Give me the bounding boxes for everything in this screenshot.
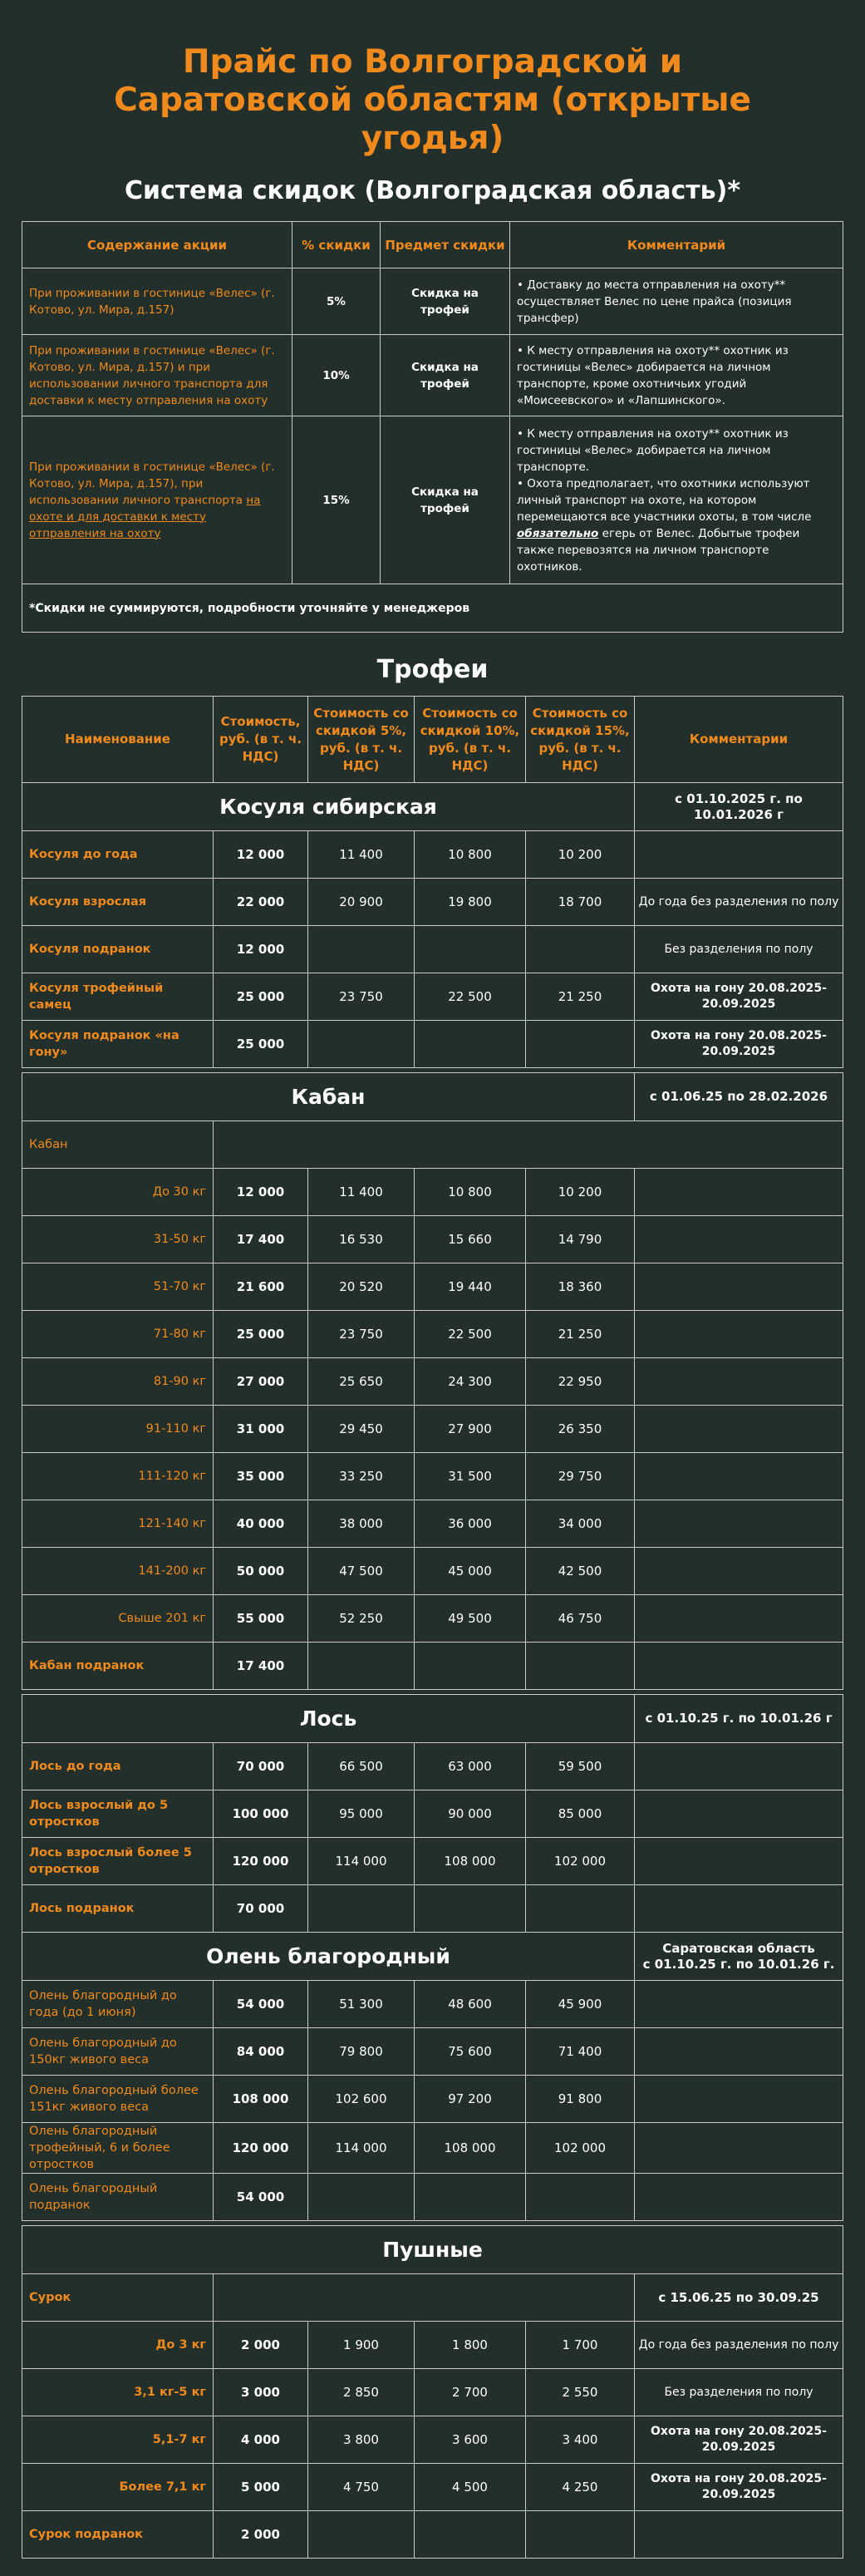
comment-cell: Охота на гону 20.08.2025-20.09.2025 [635, 2416, 843, 2464]
trophy-row [22, 1169, 843, 1216]
discount-percent: 15% [292, 416, 381, 584]
price-cell: 120 000 [214, 1838, 308, 1885]
discount-percent: 10% [292, 335, 381, 416]
price-15-cell: 91 800 [526, 2076, 635, 2123]
trophy-row [22, 1838, 843, 1885]
price-15-cell [526, 1021, 635, 1068]
comment-cell [635, 1311, 843, 1358]
price-cell: 84 000 [214, 2028, 308, 2076]
weight-class: 141-200 кг [22, 1548, 214, 1595]
price-cell: 17 400 [214, 1216, 308, 1263]
page-title: Прайс по Волгоградской и Саратовской областям (открытые угодья) [114, 43, 751, 157]
price-5-cell: 51 300 [308, 1981, 415, 2028]
price-15-cell: 71 400 [526, 2028, 635, 2076]
comment-cell [635, 1406, 843, 1453]
weight-class: 111-120 кг [22, 1453, 214, 1500]
price-5-cell: 47 500 [308, 1548, 415, 1595]
price-15-cell: 59 500 [526, 1743, 635, 1790]
price-cell: 55 000 [214, 1595, 308, 1643]
comment-cell [635, 1743, 843, 1790]
price-cell: 54 000 [214, 2174, 308, 2221]
col-header: Наименование [22, 697, 214, 783]
trophy-row [22, 1790, 843, 1838]
price-10-cell: 10 800 [415, 1169, 526, 1216]
discount-row [22, 416, 843, 584]
price-5-cell: 102 600 [308, 2076, 415, 2123]
comment-cell [635, 1885, 843, 1933]
weight-class: 31-50 кг [22, 1216, 214, 1263]
trophy-row [22, 926, 843, 973]
comment-cell [635, 2174, 843, 2221]
comment-cell [635, 1453, 843, 1500]
price-15-cell [526, 926, 635, 973]
col-header: Стоимость со скидкой 5%, руб. (в т. ч. НДС) [308, 697, 415, 783]
group-label: Сурок [22, 2274, 214, 2322]
col-header: Стоимость со скидкой 10%, руб. (в т. ч. НДС) [415, 697, 526, 783]
weight-class: 71-80 кг [22, 1311, 214, 1358]
trophy-name: Олень благородный подранок [22, 2174, 214, 2221]
price-15-cell: 2 550 [526, 2369, 635, 2416]
comment-cell: Без разделения по полу [635, 926, 843, 973]
discount-row [22, 268, 843, 335]
price-5-cell [308, 2174, 415, 2221]
empty-cell [526, 2511, 635, 2559]
discount-comment [510, 416, 843, 584]
empty-cell [308, 1643, 415, 1690]
section-title: Кабан [22, 1073, 635, 1121]
trophy-row [22, 2511, 843, 2559]
weight-class: Более 7,1 кг [22, 2464, 214, 2511]
price-5-cell [308, 1021, 415, 1068]
trophy-name: Косуля подранок [22, 926, 214, 973]
empty-cell [308, 2511, 415, 2559]
comment-cell [635, 2076, 843, 2123]
price-15-cell: 21 250 [526, 973, 635, 1021]
price-10-cell: 49 500 [415, 1595, 526, 1643]
price-5-cell: 114 000 [308, 2123, 415, 2174]
price-cell: 5 000 [214, 2464, 308, 2511]
trophy-row [22, 2123, 843, 2174]
trophy-row [22, 1216, 843, 1263]
comment-line: • К месту отправления на охоту** охотник из гостиницы «Велес» добирается на личном транспорте. [517, 426, 789, 474]
discount-comment: • К месту отправления на охоту** охотник из гостиницы «Велес» добирается на личном транспорте, кроме охотничьих угодий «Моисеевского» и «Лапшинского». [510, 335, 843, 416]
comment-cell [635, 1595, 843, 1643]
price-cell: 17 400 [214, 1643, 308, 1690]
moose-section [22, 1695, 843, 1933]
trophy-name: Косуля подранок «на гону» [22, 1021, 214, 1068]
price-10-cell: 2 700 [415, 2369, 526, 2416]
price-10-cell: 63 000 [415, 1743, 526, 1790]
price-10-cell: 45 000 [415, 1548, 526, 1595]
empty-cell [635, 1643, 843, 1690]
price-5-cell: 2 850 [308, 2369, 415, 2416]
trophy-row [22, 1311, 843, 1358]
comment-cell: Охота на гону 20.08.2025-20.09.2025 [635, 973, 843, 1021]
price-5-cell: 23 750 [308, 1311, 415, 1358]
price-cell: 25 000 [214, 1021, 308, 1068]
empty-cell [415, 1643, 526, 1690]
price-5-cell: 38 000 [308, 1500, 415, 1548]
price-10-cell [415, 1885, 526, 1933]
price-15-cell: 102 000 [526, 1838, 635, 1885]
group-row [22, 2274, 843, 2322]
comment-cell: До года без разделения по полу [635, 879, 843, 926]
price-5-cell: 95 000 [308, 1790, 415, 1838]
trophy-name: Олень благородный трофейный, 6 и более отростков [22, 2123, 214, 2174]
price-5-cell: 66 500 [308, 1743, 415, 1790]
section-header-row [22, 1073, 843, 1121]
price-10-cell: 24 300 [415, 1358, 526, 1406]
trophy-row [22, 1743, 843, 1790]
trophy-name: Косуля трофейный самец [22, 973, 214, 1021]
price-cell: 35 000 [214, 1453, 308, 1500]
comment-cell: Охота на гону 20.08.2025-20.09.2025 [635, 2464, 843, 2511]
price-cell: 12 000 [214, 831, 308, 879]
discount-percent: 5% [292, 268, 381, 335]
price-5-cell: 25 650 [308, 1358, 415, 1406]
price-cell: 50 000 [214, 1548, 308, 1595]
price-cell: 70 000 [214, 1885, 308, 1933]
price-10-cell: 19 800 [415, 879, 526, 926]
weight-class: 81-90 кг [22, 1358, 214, 1406]
discount-row [22, 335, 843, 416]
price-10-cell: 22 500 [415, 1311, 526, 1358]
trophy-row [22, 1643, 843, 1690]
section-title: Лось [22, 1695, 635, 1743]
trophy-name: Косуля до года [22, 831, 214, 879]
price-5-cell: 23 750 [308, 973, 415, 1021]
price-5-cell: 1 900 [308, 2322, 415, 2369]
comment-cell: До года без разделения по полу [635, 2322, 843, 2369]
trophy-name: Лось взрослый более 5 отростков [22, 1838, 214, 1885]
price-cell: 54 000 [214, 1981, 308, 2028]
price-10-cell: 48 600 [415, 1981, 526, 2028]
price-15-cell: 85 000 [526, 1790, 635, 1838]
price-15-cell: 10 200 [526, 831, 635, 879]
weight-class: До 3 кг [22, 2322, 214, 2369]
discount-action: При проживании в гостинице «Велес» (г. Котово, ул. Мира, д.157) и при использовании личного транспорта для доставки к месту отправления на охоту [22, 335, 292, 416]
price-15-cell: 3 400 [526, 2416, 635, 2464]
comment-cell [635, 1263, 843, 1311]
boar-section [22, 1073, 843, 1690]
price-10-cell: 108 000 [415, 1838, 526, 1885]
price-10-cell [415, 926, 526, 973]
price-15-cell: 22 950 [526, 1358, 635, 1406]
trophy-row [22, 879, 843, 926]
trophy-row [22, 1981, 843, 2028]
weight-class: 5,1-7 кг [22, 2416, 214, 2464]
price-10-cell: 75 600 [415, 2028, 526, 2076]
trophy-row [22, 1263, 843, 1311]
trophy-row [22, 1358, 843, 1406]
discount-table [22, 221, 843, 633]
section-period: с 01.10.25 г. по 10.01.26 г [635, 1695, 843, 1743]
trophy-row [22, 2464, 843, 2511]
deer-section [22, 1933, 843, 2221]
price-10-cell: 1 800 [415, 2322, 526, 2369]
trophy-row [22, 1453, 843, 1500]
col-header: Предмет скидки [381, 222, 510, 268]
price-5-cell: 79 800 [308, 2028, 415, 2076]
section-period [635, 1933, 843, 1981]
trophy-name: Лось подранок [22, 1885, 214, 1933]
weight-class: 121-140 кг [22, 1500, 214, 1548]
discount-action: При проживании в гостинице «Велес» (г. Котово, ул. Мира, д.157) [22, 268, 292, 335]
discount-action-text: При проживании в гостинице «Велес» (г. Котово, ул. Мира, д.157), при использовании личного транспорта [29, 460, 275, 507]
discounts-heading: Система скидок (Волгоградская область)* [124, 176, 741, 205]
weight-class: До 30 кг [22, 1169, 214, 1216]
comment-cell [635, 2123, 843, 2174]
price-cell: 2 000 [214, 2511, 308, 2559]
col-header: Комментарий [510, 222, 843, 268]
trophy-row [22, 1500, 843, 1548]
price-5-cell [308, 1885, 415, 1933]
empty-cell [635, 2511, 843, 2559]
price-15-cell: 34 000 [526, 1500, 635, 1548]
price-cell: 120 000 [214, 2123, 308, 2174]
col-header: % скидки [292, 222, 381, 268]
weight-class: Свыше 201 кг [22, 1595, 214, 1643]
comment-cell [635, 831, 843, 879]
trophy-name: Олень благородный до года (до 1 июня) [22, 1981, 214, 2028]
trophy-name: Лось взрослый до 5 отростков [22, 1790, 214, 1838]
price-10-cell: 108 000 [415, 2123, 526, 2174]
discount-note: *Скидки не суммируются, подробности уточняйте у менеджеров [22, 584, 843, 633]
comment-cell [635, 1981, 843, 2028]
price-5-cell: 20 900 [308, 879, 415, 926]
trophy-row [22, 2174, 843, 2221]
trophy-name: Лось до года [22, 1743, 214, 1790]
trophy-name: Олень благородный до 150кг живого веса [22, 2028, 214, 2076]
trophy-name: Сурок подранок [22, 2511, 214, 2559]
price-15-cell: 102 000 [526, 2123, 635, 2174]
trophy-row [22, 2369, 843, 2416]
price-15-cell [526, 2174, 635, 2221]
period-region: Саратовская область [662, 1940, 815, 1956]
price-5-cell [308, 926, 415, 973]
comment-cell [635, 1838, 843, 1885]
trophy-row [22, 2028, 843, 2076]
trophy-row [22, 2416, 843, 2464]
price-15-cell: 4 250 [526, 2464, 635, 2511]
empty-cell [214, 1121, 843, 1169]
discount-action-underlined: на охоте и для доставки к месту отправления на охоту [29, 493, 261, 540]
comment-cell [635, 2028, 843, 2076]
weight-class: 51-70 кг [22, 1263, 214, 1311]
price-cell: 25 000 [214, 1311, 308, 1358]
price-5-cell: 11 400 [308, 831, 415, 879]
section-header-row [22, 1695, 843, 1743]
price-10-cell: 97 200 [415, 2076, 526, 2123]
price-cell: 25 000 [214, 973, 308, 1021]
trophy-name: Олень благородный более 151кг живого веса [22, 2076, 214, 2123]
comment-line [517, 475, 836, 575]
price-10-cell: 31 500 [415, 1453, 526, 1500]
price-10-cell: 19 440 [415, 1263, 526, 1311]
group-label: Кабан [22, 1121, 214, 1169]
price-10-cell: 36 000 [415, 1500, 526, 1548]
trophy-row [22, 831, 843, 879]
price-15-cell: 14 790 [526, 1216, 635, 1263]
price-cell: 2 000 [214, 2322, 308, 2369]
col-header: Комментарии [635, 697, 843, 783]
comment-cell: Охота на гону 20.08.2025-20.09.2025 [635, 1021, 843, 1068]
price-5-cell: 114 000 [308, 1838, 415, 1885]
discount-subject: Скидка на трофей [381, 335, 510, 416]
trophy-name: Кабан подранок [22, 1643, 214, 1690]
section-title: Косуля сибирская [22, 783, 635, 831]
section-title: Олень благородный [22, 1933, 635, 1981]
trophy-row [22, 973, 843, 1021]
section-header-row [22, 1933, 843, 1981]
trophy-row [22, 1406, 843, 1453]
trophies-heading: Трофеи [376, 655, 489, 684]
price-5-cell: 29 450 [308, 1406, 415, 1453]
comment-cell: Без разделения по полу [635, 2369, 843, 2416]
price-cell: 22 000 [214, 879, 308, 926]
price-5-cell: 52 250 [308, 1595, 415, 1643]
comment-emphasis: обязательно [517, 526, 599, 540]
price-10-cell: 22 500 [415, 973, 526, 1021]
trophy-row [22, 1548, 843, 1595]
comment-cell [635, 1500, 843, 1548]
price-10-cell [415, 1021, 526, 1068]
price-15-cell: 26 350 [526, 1406, 635, 1453]
price-10-cell: 3 600 [415, 2416, 526, 2464]
comment-cell [635, 1790, 843, 1838]
section-title: Пушные [22, 2226, 843, 2274]
price-cell: 70 000 [214, 1743, 308, 1790]
discount-header-row [22, 222, 843, 268]
price-cell: 108 000 [214, 2076, 308, 2123]
trophy-row [22, 2322, 843, 2369]
price-15-cell: 46 750 [526, 1595, 635, 1643]
group-row [22, 1121, 843, 1169]
section-header-row [22, 2226, 843, 2274]
price-10-cell: 4 500 [415, 2464, 526, 2511]
price-cell: 12 000 [214, 926, 308, 973]
trophy-header-row [22, 697, 843, 783]
discount-subject: Скидка на трофей [381, 416, 510, 584]
price-cell: 40 000 [214, 1500, 308, 1548]
col-header: Стоимость со скидкой 15%, руб. (в т. ч. НДС) [526, 697, 635, 783]
comment-cell [635, 1358, 843, 1406]
price-5-cell: 16 530 [308, 1216, 415, 1263]
trophy-row [22, 1885, 843, 1933]
section-header-row [22, 783, 843, 831]
comment-text: егерь от Велес. Добытые трофеи также перевозятся на личном транспорте охотников. [517, 526, 800, 574]
price-15-cell: 18 700 [526, 879, 635, 926]
col-header: Стоимость, руб. (в т. ч. НДС) [214, 697, 308, 783]
discount-subject: Скидка на трофей [381, 268, 510, 335]
section-period: с 01.06.25 по 28.02.2026 [635, 1073, 843, 1121]
section-period: с 15.06.25 по 30.09.25 [635, 2274, 843, 2322]
price-5-cell: 11 400 [308, 1169, 415, 1216]
weight-class: 3,1 кг-5 кг [22, 2369, 214, 2416]
trophy-table [22, 696, 843, 2559]
comment-cell [635, 1216, 843, 1263]
price-cell: 100 000 [214, 1790, 308, 1838]
price-10-cell: 90 000 [415, 1790, 526, 1838]
price-cell: 4 000 [214, 2416, 308, 2464]
price-cell: 12 000 [214, 1169, 308, 1216]
fur-section [22, 2226, 843, 2559]
comment-cell [635, 1548, 843, 1595]
empty-cell [526, 1643, 635, 1690]
trophy-name: Косуля взрослая [22, 879, 214, 926]
section-period: с 01.10.2025 г. по 10.01.2026 г [635, 783, 843, 831]
trophy-row [22, 1595, 843, 1643]
empty-cell [214, 2274, 635, 2322]
empty-cell [415, 2511, 526, 2559]
price-5-cell: 3 800 [308, 2416, 415, 2464]
price-10-cell: 10 800 [415, 831, 526, 879]
price-15-cell: 29 750 [526, 1453, 635, 1500]
price-15-cell: 1 700 [526, 2322, 635, 2369]
roe-section [22, 783, 843, 1068]
trophy-row [22, 1021, 843, 1068]
price-15-cell [526, 1885, 635, 1933]
discount-action [22, 416, 292, 584]
price-cell: 31 000 [214, 1406, 308, 1453]
price-15-cell: 45 900 [526, 1981, 635, 2028]
price-15-cell: 42 500 [526, 1548, 635, 1595]
comment-cell [635, 1169, 843, 1216]
trophy-row [22, 2076, 843, 2123]
price-15-cell: 18 360 [526, 1263, 635, 1311]
price-5-cell: 4 750 [308, 2464, 415, 2511]
period-dates: с 01.10.25 г. по 10.01.26 г. [642, 1956, 835, 1972]
price-10-cell: 15 660 [415, 1216, 526, 1263]
col-header: Содержание акции [22, 222, 292, 268]
price-cell: 3 000 [214, 2369, 308, 2416]
discount-comment: • Доставку до места отправления на охоту** осуществляет Велес по цене прайса (позиция трансфер) [510, 268, 843, 335]
price-cell: 21 600 [214, 1263, 308, 1311]
price-5-cell: 20 520 [308, 1263, 415, 1311]
price-cell: 27 000 [214, 1358, 308, 1406]
price-10-cell [415, 2174, 526, 2221]
price-15-cell: 21 250 [526, 1311, 635, 1358]
price-15-cell: 10 200 [526, 1169, 635, 1216]
price-5-cell: 33 250 [308, 1453, 415, 1500]
weight-class: 91-110 кг [22, 1406, 214, 1453]
comment-text: • Охота предполагает, что охотники используют личный транспорт на охоте, на котором перемещаются все участники охоты, в том числе [517, 476, 812, 524]
price-10-cell: 27 900 [415, 1406, 526, 1453]
discount-note-row [22, 584, 843, 633]
